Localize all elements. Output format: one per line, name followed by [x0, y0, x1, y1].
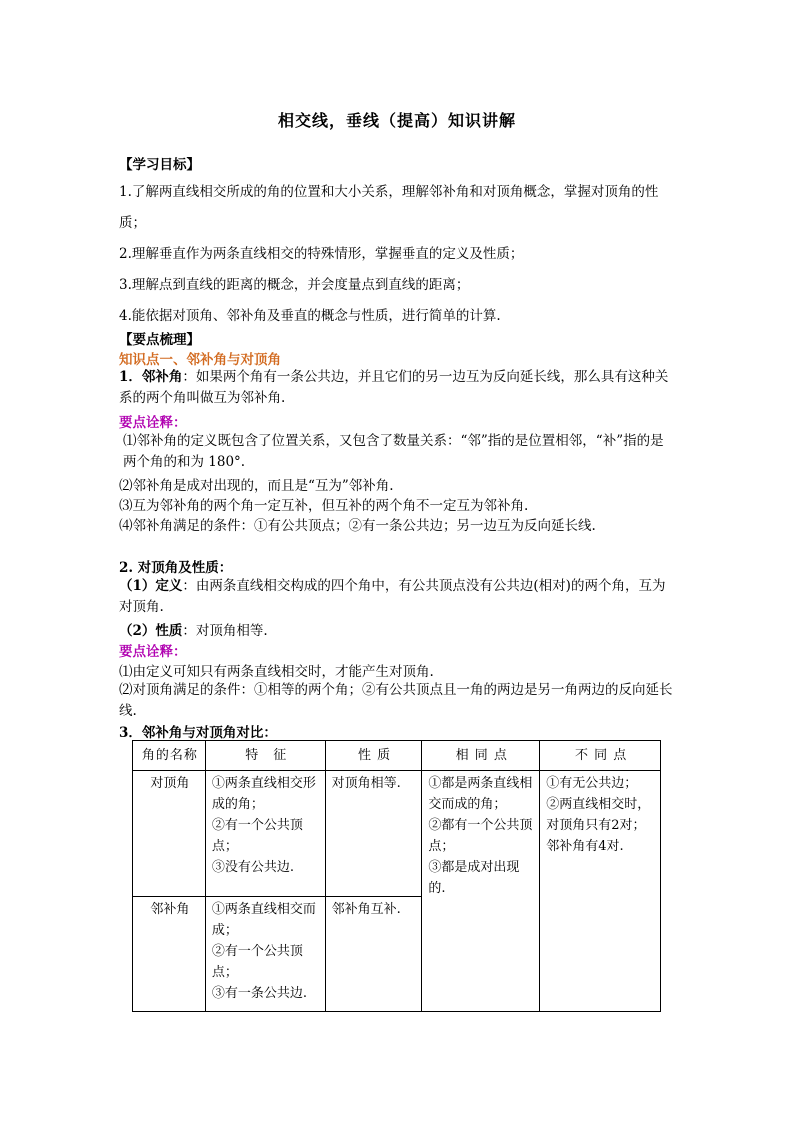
row1-feature-3: ③没有公共边.: [211, 860, 294, 875]
goal-item-3: 3.理解点到直线的距离的概念，并会度量点到直线的距离；: [119, 277, 470, 293]
adj-note-4: ⑷邻补角满足的条件：①有公共顶点；②有一条公共边；另一边互为反向延长线.: [119, 518, 596, 534]
header-property: 性 质: [325, 741, 422, 771]
adjacent-def: ：如果两个角有一条公共边，并且它们的另一边互为反向延长线，那么具有这种关系的两个角叫做互为邻补角.: [119, 369, 669, 406]
row1-name: 对顶角: [133, 771, 206, 897]
same-2: ②都有一个公共顶点；: [428, 818, 533, 854]
goal-item-1-line2: 质；: [119, 215, 146, 231]
diff-1: ①有无公共边；: [546, 776, 638, 791]
knowledge-point-1-heading: 知识点一、邻补角与对顶角: [119, 352, 281, 368]
note-label-2: 要点诠释：: [119, 644, 187, 660]
row2-property: 邻补角互补.: [325, 897, 422, 1012]
page-title: 相交线，垂线（提高）知识讲解: [277, 111, 516, 130]
adjacent-num: 1．: [119, 369, 142, 385]
row2-feature-2: ②有一个公共顶点；: [211, 944, 303, 980]
row1-property: 对顶角相等.: [325, 771, 422, 897]
vertical-prop-text: ：对顶角相等.: [182, 623, 268, 639]
key-points-heading: 【要点梳理】: [119, 332, 200, 348]
compare-heading: 3．邻补角与对顶角对比：: [119, 725, 277, 741]
header-feature: 特 征: [205, 741, 325, 771]
header-name: 角的名称: [133, 741, 206, 771]
diff-points: [540, 771, 661, 1012]
vert-note-2: ⑵对顶角满足的条件：①相等的两个角；②有公共顶点且一角的两边是另一角两边的反向延长线.: [119, 682, 673, 719]
same-3: ③都是成对出现的.: [428, 860, 520, 896]
row1-feature-1: ①两条直线相交形成的角；: [211, 776, 316, 812]
same-1: ①都是两条直线相交而成的角；: [428, 776, 533, 812]
adj-note-2: ⑵邻补角是成对出现的，而且是“互为”邻补角.: [119, 478, 394, 494]
vertical-def-label: （1）定义: [119, 578, 183, 594]
vertical-prop-label: （2）性质: [119, 623, 183, 639]
header-same: 相 同 点: [422, 741, 540, 771]
row2-feature-3: ③有一条公共边.: [211, 986, 307, 1001]
vert-note-1: ⑴由定义可知只有两条直线相交时，才能产生对顶角.: [119, 664, 434, 680]
learning-goals-heading: 【学习目标】: [119, 157, 200, 173]
vertical-def-text: ：由两条直线相交构成的四个角中，有公共顶点没有公共边(相对)的两个角，互为对顶角.: [119, 578, 666, 615]
adjacent-angle-definition: [119, 367, 674, 409]
same-points: [422, 771, 540, 1012]
row2-feature-1: ①两条直线相交而成；: [211, 902, 316, 938]
goal-item-1-line1: 1.了解两直线相交所成的角的位置和大小关系，理解邻补角和对顶角概念，掌握对顶角的性: [119, 184, 659, 200]
diff-2: ②两直线相交时，对顶角只有2对；邻补角有4对.: [546, 797, 651, 854]
vertical-angle-definition: [119, 576, 674, 618]
header-diff: 不 同 点: [540, 741, 661, 771]
vertical-angle-heading: 2. 对顶角及性质：: [119, 560, 233, 576]
note-label-1: 要点诠释：: [119, 415, 187, 431]
row1-feature: [205, 771, 325, 897]
adj-note-3: ⑶互为邻补角的两个角一定互补，但互补的两个角不一定互为邻补角.: [119, 498, 529, 514]
adjacent-term: 邻补角: [141, 369, 183, 385]
table-header-row: [133, 741, 661, 771]
goal-item-2: 2.理解垂直作为两条直线相交的特殊情形，掌握垂直的定义及性质；: [119, 246, 524, 262]
row1-feature-2: ②有一个公共顶点；: [211, 818, 303, 854]
adj-note-1: ⑴邻补角的定义既包含了位置关系，又包含了数量关系：“邻”指的是位置相邻，“补”指的是两个角的和为 180°.: [123, 433, 664, 470]
vertical-angle-property: [119, 619, 268, 639]
table-row: [133, 771, 661, 897]
row2-name: 邻补角: [133, 897, 206, 1012]
goal-item-4: 4.能依据对顶角、邻补角及垂直的概念与性质，进行简单的计算.: [119, 308, 501, 324]
row2-feature: [205, 897, 325, 1012]
comparison-table: [132, 740, 661, 1012]
